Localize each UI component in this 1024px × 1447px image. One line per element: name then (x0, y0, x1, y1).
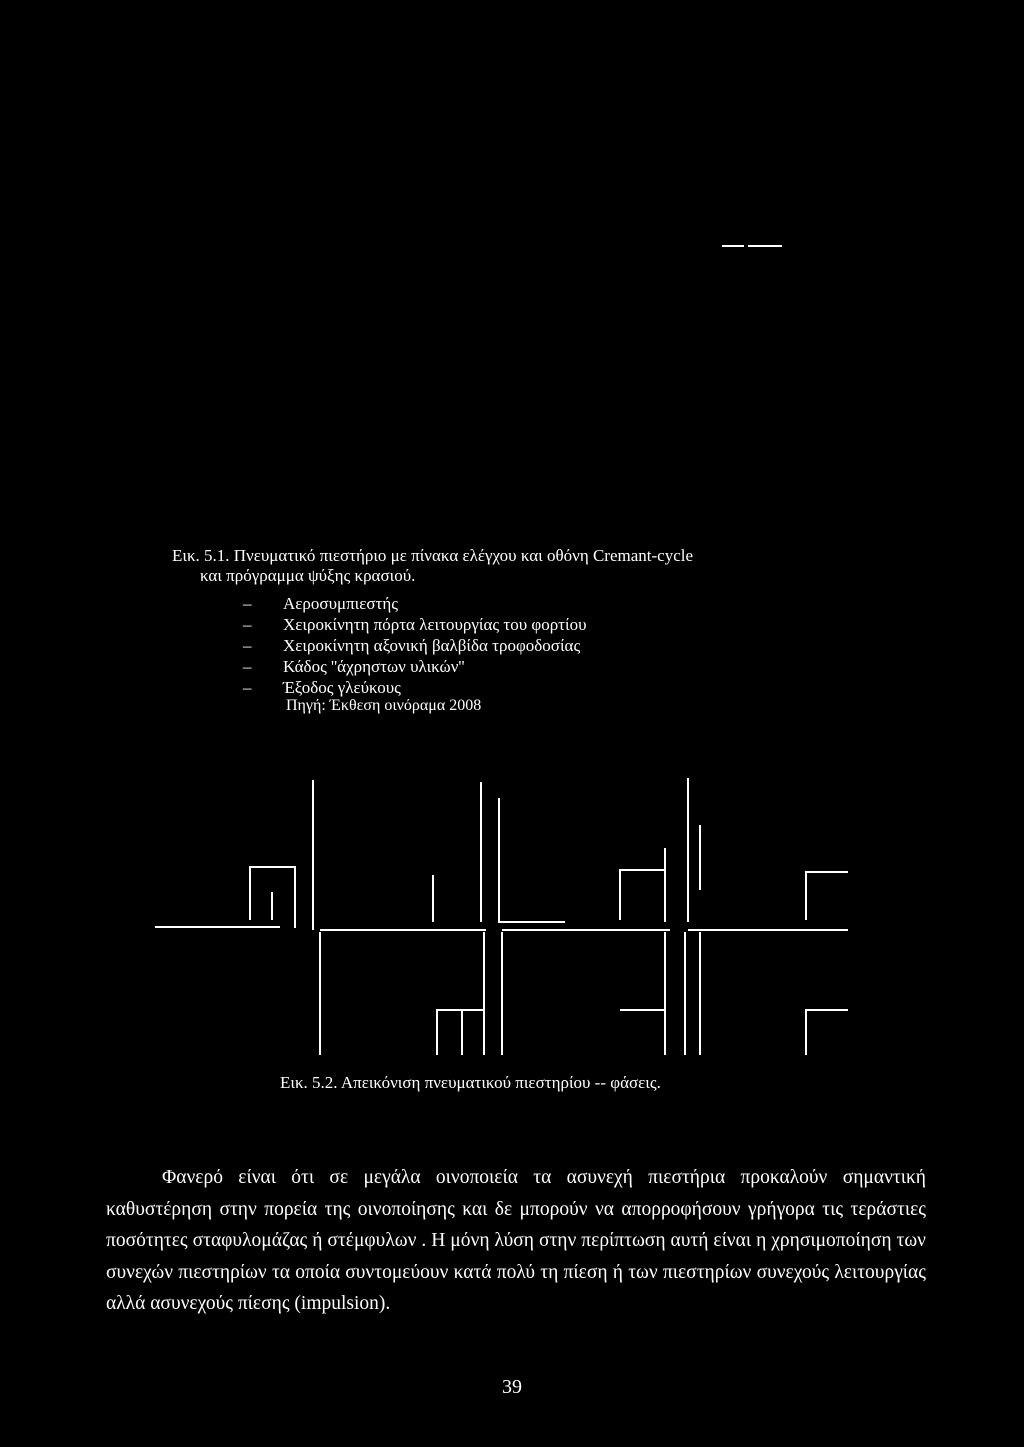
legend-dash: – (243, 615, 252, 634)
diagram-line (806, 1010, 848, 1055)
legend-dash: – (243, 594, 252, 613)
legend-item-label: Έξοδος γλεύκους (283, 678, 401, 697)
legend-item (243, 635, 587, 656)
diagram-line (437, 1010, 484, 1055)
diagram-line (499, 798, 565, 922)
figure-5-2-caption: Εικ. 5.2. Απεικόνιση πνευματικού πιεστηρίου -- φάσεις. (280, 1073, 661, 1092)
legend-item (243, 614, 587, 635)
figure-5-1-caption (172, 546, 694, 585)
figure-legend (243, 593, 587, 698)
page-number: 39 (502, 1376, 522, 1398)
legend-item-label: Χειροκίνητη πόρτα λειτουργίας του φορτίου (283, 615, 587, 634)
stray-dash-mark (722, 245, 782, 247)
legend-item-label: Κάδος ''άχρηστων υλικών'' (283, 657, 465, 676)
legend-item-label: Χειροκίνητη αξονική βαλβίδα τροφοδοσίας (283, 636, 581, 655)
diagram-line (620, 870, 665, 920)
legend-item (243, 677, 587, 698)
caption-line-2: και πρόγραμμα ψύξης κρασιού. (200, 566, 416, 585)
body-text (106, 1162, 926, 1320)
press-phases-diagram (0, 770, 1024, 1070)
legend-dash: – (243, 678, 252, 697)
legend-dash: – (243, 636, 252, 655)
caption-line-1: Εικ. 5.1. Πνευματικό πιεστήριο με πίνακα ελέγχου και οθόνη Cremant-cycle (172, 546, 694, 565)
legend-dash: – (243, 657, 252, 676)
figure-source: Πηγή: Έκθεση οινόραμα 2008 (286, 697, 482, 714)
body-paragraph: Φανερό είναι ότι σε μεγάλα οινοποιεία τα ασυνεχή πιεστήρια προκαλούν σημαντική καθυστέρηση στην πορεία της οινοποίησης και δε μπορούν να απορροφήσουν γρήγορα τις τεράστιες ποσότητες σταφυλομάζας ή στέμφυλων . Η μόνη λύση στην περίπτωση αυτή είναι η χρησιμοποίηση των συνεχών πιεστηρίων τα οποία συντομεύουν κατά πολύ τη πίεση ή των πιεστηρίων συνεχούς λειτουργίας αλλά ασυνεχούς πίεσης (impulsion). (106, 1167, 926, 1314)
legend-item (243, 656, 587, 677)
diagram-line (806, 872, 848, 920)
legend-item (243, 593, 587, 614)
legend-item-label: Αεροσυμπιεστής (283, 594, 399, 613)
